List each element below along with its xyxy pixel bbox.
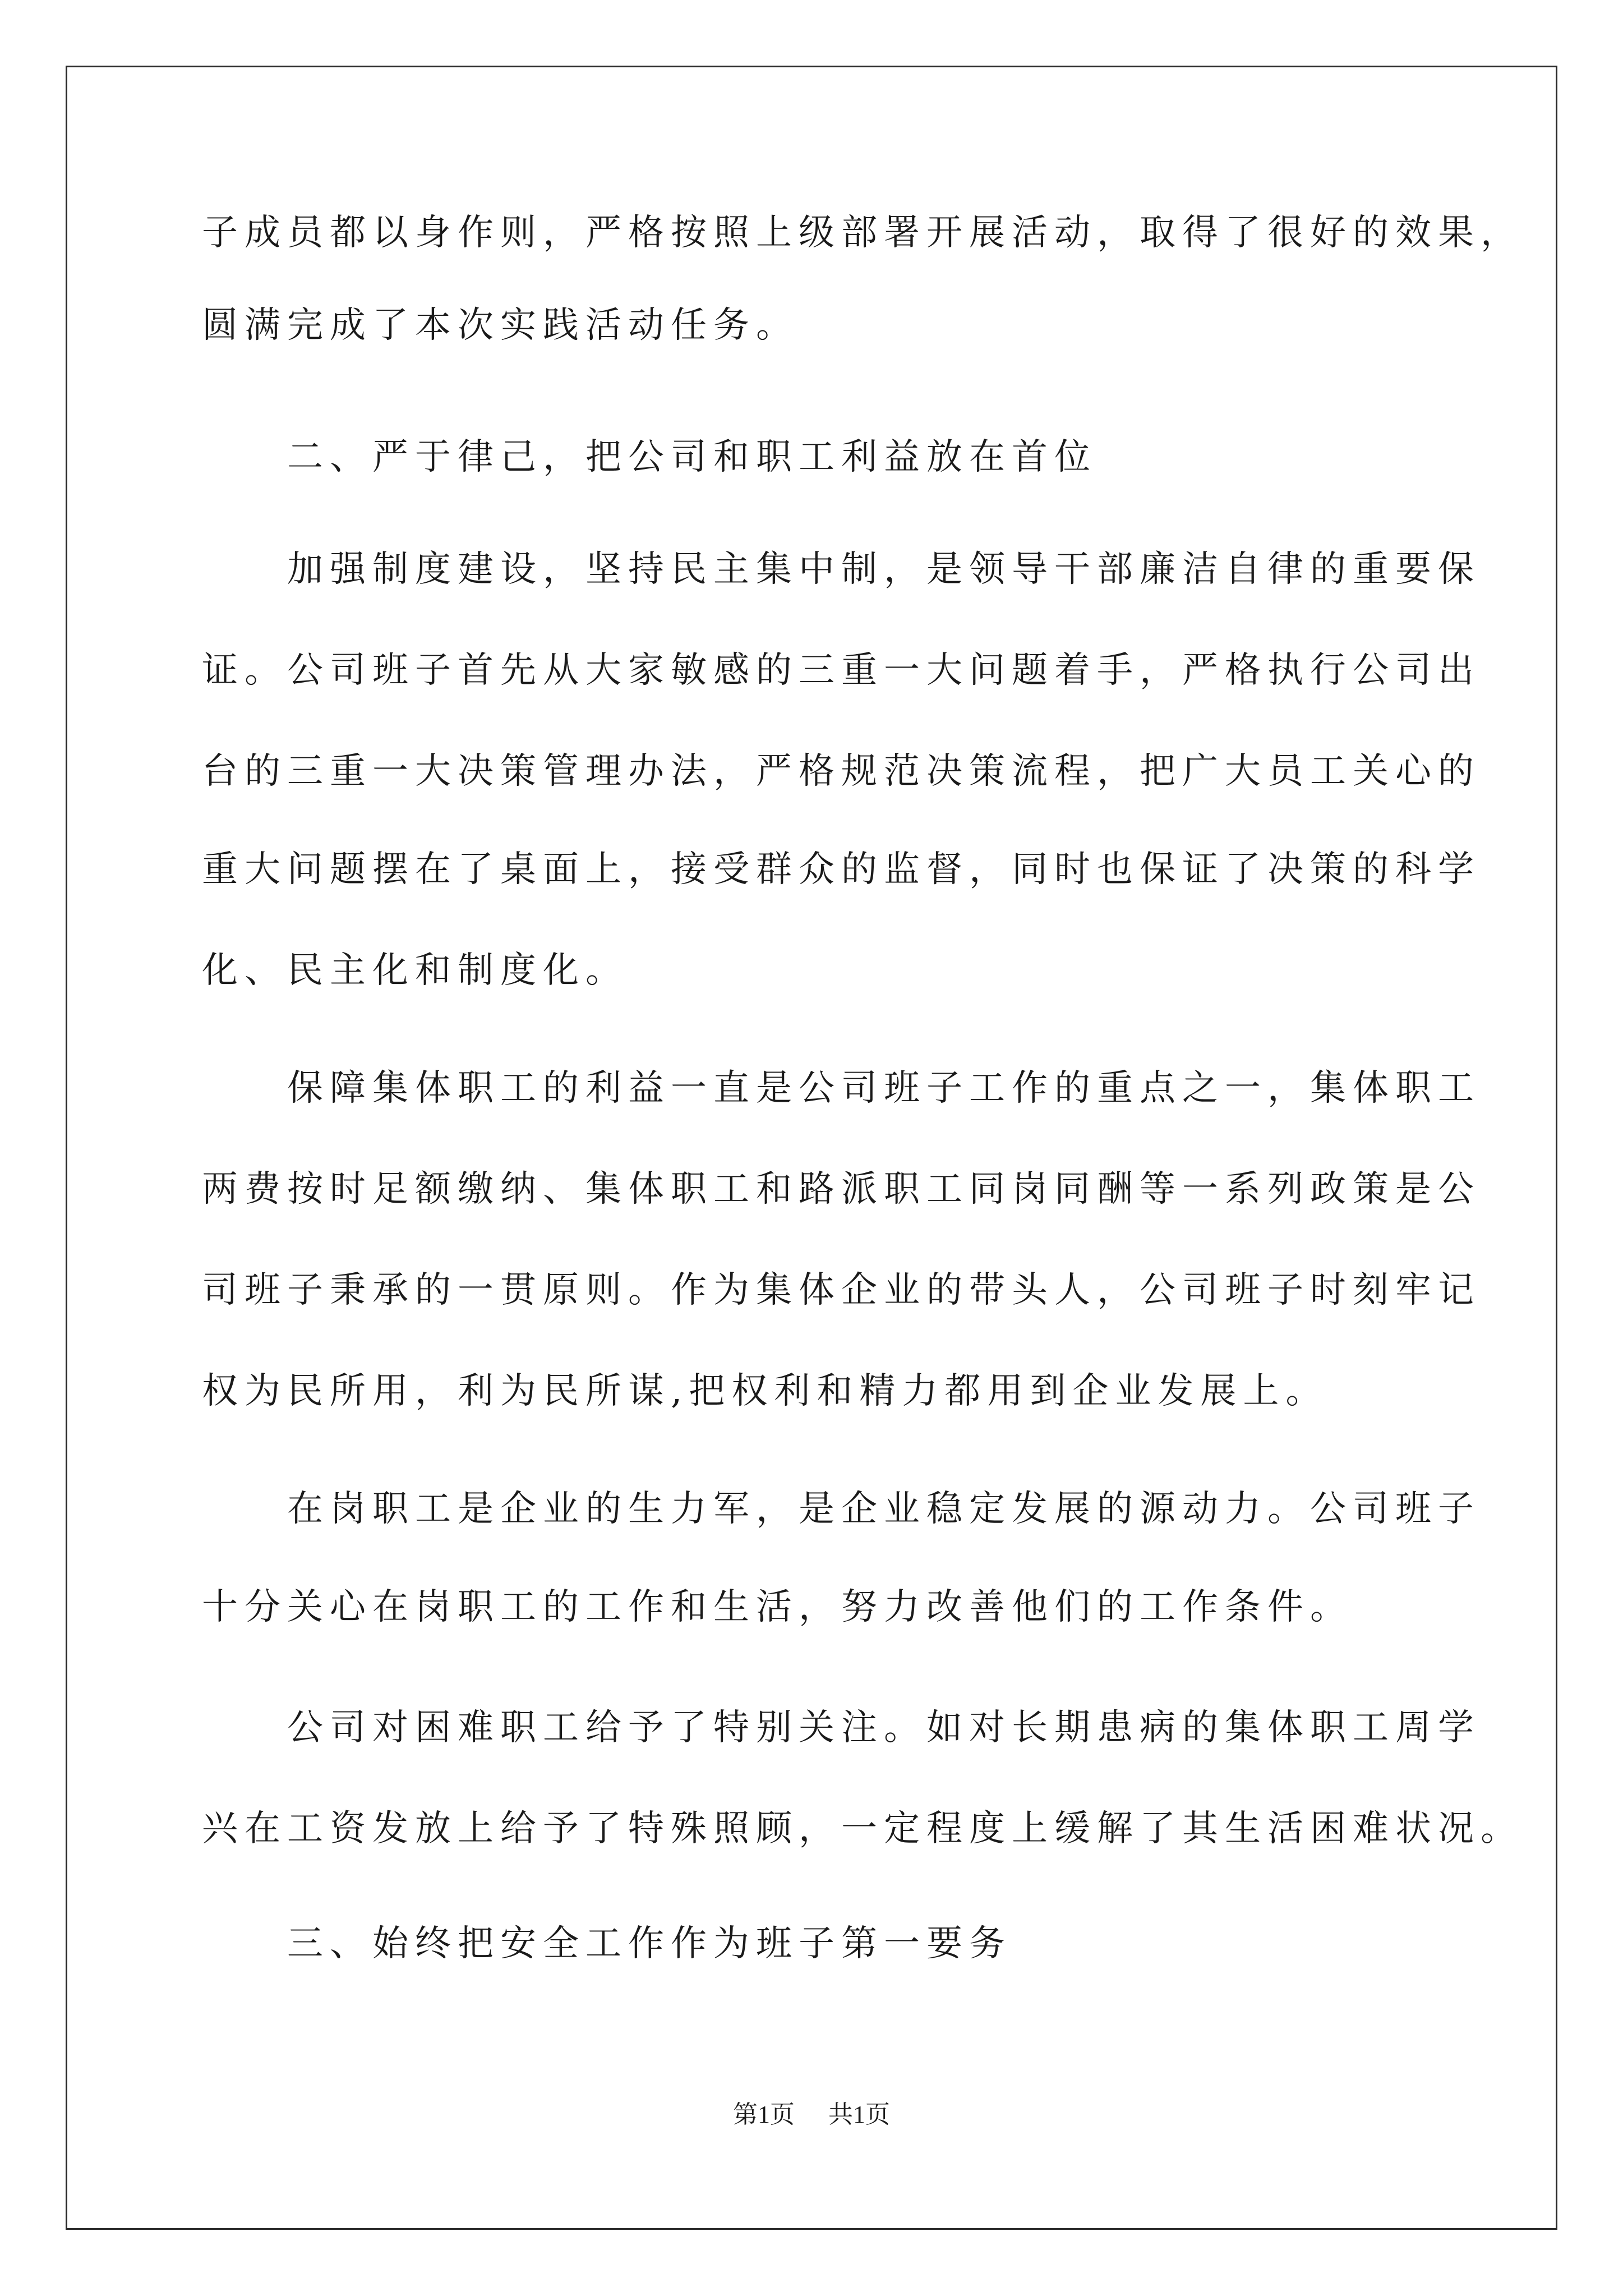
page-footer [0,2098,1623,2132]
page-number: 第1页 [733,2101,795,2128]
text-line: 公司对困难职工给予了特别关注。如对长期患病的集体职工周学 [202,1707,1481,1749]
text-line: 证。公司班子首先从大家敏感的三重一大问题着手，严格执行公司出 [202,650,1481,691]
text-line: 司班子秉承的一贯原则。作为集体企业的带头人，公司班子时刻牢记 [202,1269,1481,1311]
section-heading: 二、严于律己，把公司和职工利益放在首位 [202,436,1097,478]
section-heading: 三、始终把安全工作作为班子第一要务 [202,1923,1012,1964]
text-line: 保障集体职工的利益一直是公司班子工作的重点之一，集体职工 [202,1068,1481,1109]
text-line: 化、民主化和制度化。 [202,950,628,991]
text-line: 圆满完成了本次实践活动任务。 [202,305,799,346]
text-line: 十分关心在岗职工的工作和生活，努力改善他们的工作条件。 [202,1586,1353,1628]
page-total: 共1页 [828,2101,890,2128]
text-line: 重大问题摆在了桌面上，接受群众的监督，同时也保证了决策的科学 [202,849,1481,890]
text-line: 两费按时足额缴纳、集体职工和路派职工同岗同酬等一系列政策是公 [202,1168,1481,1210]
text-line: 子成员都以身作则，严格按照上级部署开展活动，取得了很好的效果， [202,212,1523,254]
text-line: 兴在工资发放上给予了特殊照顾，一定程度上缓解了其生活困难状况。 [202,1808,1523,1849]
text-line: 台的三重一大决策管理办法，严格规范决策流程，把广大员工关心的 [202,751,1481,792]
page-border [66,66,1557,2230]
text-line: 权为民所用，利为民所谋,把权利和精力都用到企业发展上。 [202,1370,1329,1412]
text-line: 加强制度建设，坚持民主集中制，是领导干部廉洁自律的重要保 [202,549,1481,590]
text-line: 在岗职工是企业的生力军，是企业稳定发展的源动力。公司班子 [202,1488,1481,1530]
